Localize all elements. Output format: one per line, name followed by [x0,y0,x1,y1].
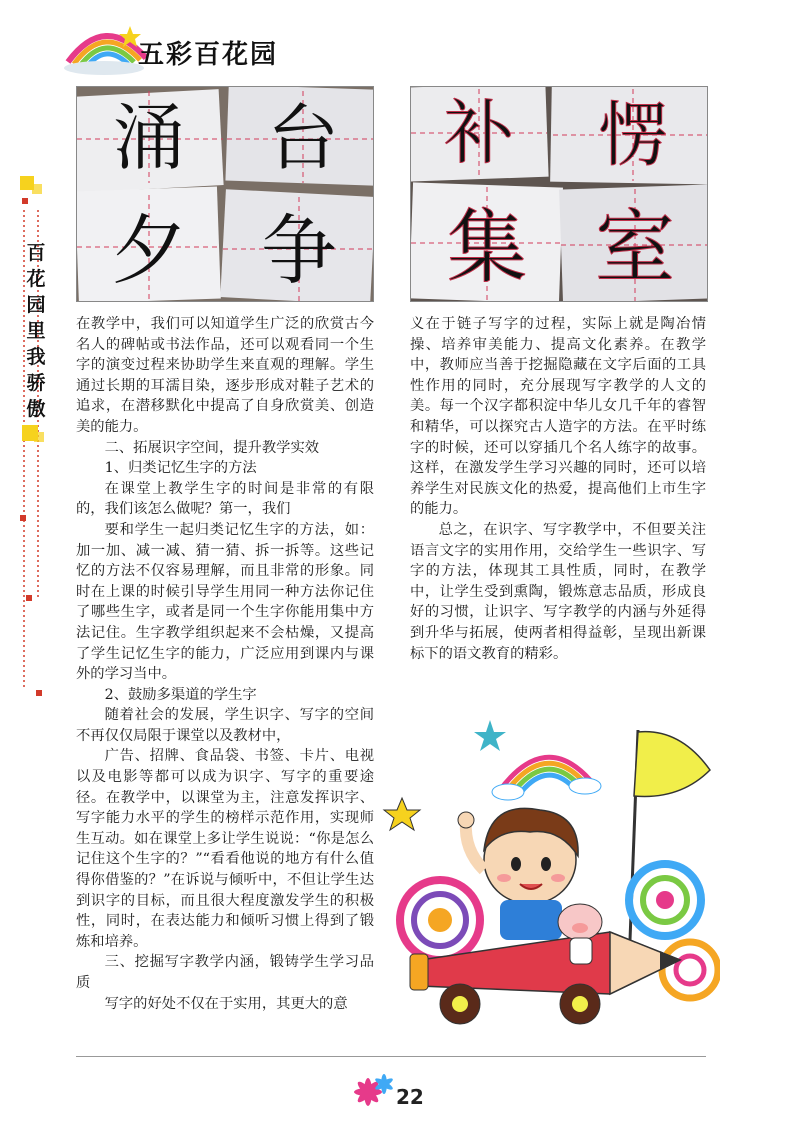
star-icon [474,720,506,751]
photo-char: 补 [444,92,514,174]
sub-heading: 1、归类记忆生字的方法 [104,460,257,477]
calligraphy-photo-left [76,86,374,302]
paragraph: 广告、招牌、食品袋、书签、卡片、电视以及电影等都可以成为识字、写字的重要途径。在教学中，以课堂为主，注意发挥识字、写字能力水平的学生的榜样示范作用，实现师生互动。如在课堂上多让学生说说：“你是怎么记住这个生字的？”“看看他说的地方有什么值得你借鉴的？”在诉说与倾听中，不但让学生达到识字的目标，而且很大程度激发学生的积极性，同时，在表达能力和倾听习惯上得到了锻炼和培养。 [76,748,374,950]
rainbow-icon [492,757,601,800]
column-title: 百 花 园 里 我 骄 傲 [26,242,46,420]
photo-char: 愣 [598,94,668,176]
paragraph: 总之，在识字、写字教学中，不但要关注语言文字的实用作用，交给学生一些识字、写字的方法，体现其工具性质，同时，在教学中，让学生受到熏陶，锻炼意志品质，形成良好的习惯，让识字、写字教学的内涵与外延得到升华与拓展，使两者相得益彰，呈现出新课标下的语文教育的精彩。 [410,521,706,662]
paragraph: 写字的好处不仅在于实用，其更大的意 [104,995,348,1012]
rainbow-logo-icon [60,18,150,78]
photo-char: 集 [447,201,527,294]
star-icon [384,798,420,830]
page-title: 五彩百花园 [138,40,279,70]
header-logo [60,18,320,78]
paragraph: 在教学中，我们可以知道学生广泛的欣赏古今名人的碑帖或书法作品，还可以观看同一个生字的演变过程来协助学生来直观的理解。学生通过长期的耳濡目染，逐步形成对鞋子艺术的追求，在潜移默化中提高了自身欣赏美、创造美的能力。 [76,316,374,435]
swirl-circle [662,942,718,998]
photo-char: 室 [595,201,675,294]
section-heading: 三、挖掘写字教学内涵，锻铸学生学习品质 [76,954,374,991]
photo-char: 夕 [111,206,187,295]
calligraphy-photo-right [410,86,708,302]
photo-char: 台 [266,96,340,180]
paragraph: 随着社会的发展，学生识字、写字的空间不再仅仅局限于课堂以及教材中， [76,707,374,744]
section-heading: 二、拓展识字空间，提升教学实效 [104,439,320,456]
article-column-left [76,314,374,1014]
paragraph: 要和学生一起归类记忆生字的方法，如：加一加、减一减、猜一猜、拆一拆等。这些记忆的方法不仅容易理解，而且非常的形象。同时在上课的时候引导学生用同一种方法你记住了哪些生字，或者是同一个生字你能用集中方法记住。生字教学组织起来不会枯燥，又提高了学生记忆生字的能力，广泛应用到课内与课外的学习当中。 [76,521,374,683]
page-number: 22 [396,1085,424,1109]
photo-char: 争 [261,206,337,295]
sub-heading: 2、鼓励多渠道的学生字 [104,686,257,703]
paragraph: 义在于链子写字的过程，实际上就是陶冶情操、培养审美能力、提高文化素养。在教学中，教师应当善于挖掘隐藏在文字后面的工具性作用的同时，充分展现写字教学的人文的美。每一个汉字都积淀中华儿女几千年的睿智和精华，可以探究古人造字的方法。在平时练字的时候，还可以穿插几个名人练字的故事。这样，在激发学生学习兴趣的同时，还可以培养学生对民族文化的热爱，提高他们上市生字的能力。 [410,316,706,518]
paragraph: 在课堂上教学生字的时间是非常的有限的，我们该怎么做呢？第一，我们 [76,480,374,518]
article-column-right [410,314,706,664]
flower-icon [352,1070,396,1110]
flag-icon [634,732,710,797]
child-pencil-car-illustration [380,710,720,1040]
footer-rule [76,1056,706,1057]
photo-char: 涌 [112,96,186,180]
